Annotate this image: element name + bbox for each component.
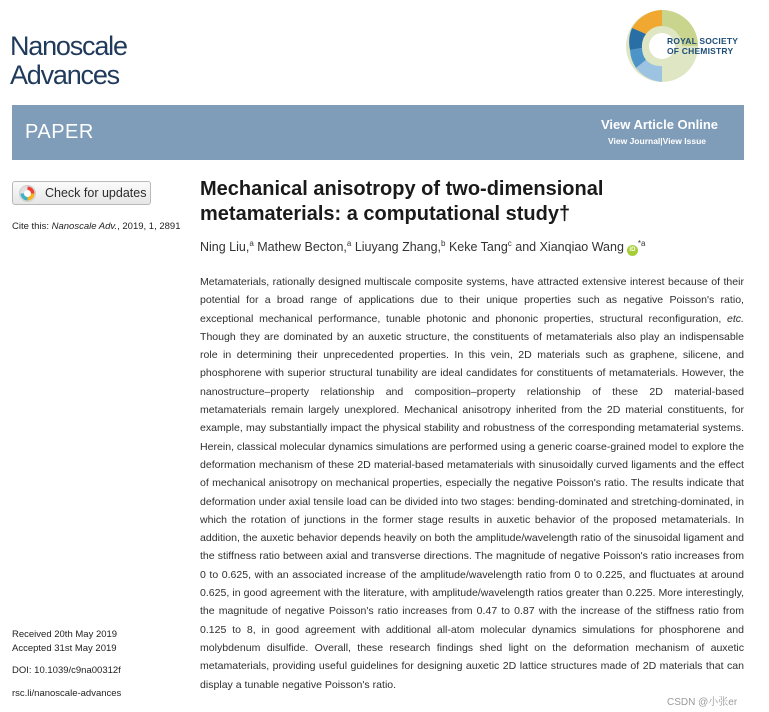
- journal-url[interactable]: rsc.li/nanoscale-advances: [12, 688, 122, 699]
- journal-name-line2: Advances: [10, 60, 119, 90]
- citation-journal: Nanoscale Adv.: [51, 221, 118, 232]
- check-for-updates-button[interactable]: [12, 181, 151, 205]
- citation: [12, 221, 180, 232]
- journal-name: [10, 32, 210, 90]
- author-affiliation: a: [249, 239, 254, 248]
- citation-details: , 2019, 1, 2891: [117, 221, 181, 232]
- journal-name-line1: Nanoscale: [10, 31, 127, 61]
- doi[interactable]: DOI: 10.1039/c9na00312f: [12, 665, 121, 676]
- author-name[interactable]: Keke Tang: [445, 240, 508, 254]
- article-type: PAPER: [25, 121, 94, 143]
- check-for-updates-label: Check for updates: [45, 186, 147, 200]
- accepted-date: Accepted 31st May 2019: [12, 643, 117, 654]
- rsc-text-line1: ROYAL SOCIETY: [667, 36, 739, 46]
- rsc-text-of: OF: [667, 46, 682, 56]
- rsc-text-line2: [667, 46, 738, 56]
- author-name[interactable]: Liuyang Zhang,: [351, 240, 442, 254]
- received-date: Received 20th May 2019: [12, 629, 118, 640]
- author-name[interactable]: Ning Liu,: [200, 240, 250, 254]
- rsc-text-chemistry: CHEMISTRY: [681, 46, 734, 56]
- author-affiliation: b: [441, 239, 446, 248]
- rsc-logo-text: [667, 36, 738, 56]
- citation-prefix: Cite this:: [12, 221, 52, 232]
- abstract: [200, 273, 744, 703]
- abstract-text-italic: etc.: [727, 312, 744, 325]
- author-affiliation: c: [507, 239, 512, 248]
- watermark: CSDN @小张er: [667, 697, 738, 708]
- abstract-text: Though they are dominated by an auxetic structure, the constituents of metamaterials also play an indispensable role in determining their unprecedented properties. In this vein, 2D materials such as graphene, silicene, and phosphorene with superior structural tunability are ideal candidates for constituents of metamaterials. However, the nanostructure–property relationship and composition–property relationship of these 2D material-based metamaterials remain largely unexplored. Mechanical anisotropy inherited from the 2D material constituents, for example, may substantially impact the physical stability and robustness of the corresponding metamaterial systems. Herein, classical molecular dynamics simulations are performed using a generic coarse-grained model to explore the deformation mechanism of these 2D material-based metamaterials with sinusoidally curved ligaments and the effect of mechanical anisotropy on mechanical properties, especially the negative Poisson's ratio. The results indicate that deformation under axial tensile load can be divided into two stages: bending-dominated and stretching-dominated, in which the rotation of junctions in the former stage results in auxetic behavior of the proposed metamaterials. In addition, the auxetic behavior depends heavily on both the amplitude/wavelength ratio of the sinusoidal ligament and the stiffness ratio between axial and transverse directions. The magnitude of negative Poisson's ratio increases from 0 to 0.625, with an associated increase of the amplitude/wavelength ratio from 0 to 0.225, and fluctuates at around 0.625, in good agreement with the literature, with amplitude/wavelength ratios greater than 0.225. More interestingly, the magnitude of negative Poisson's ratio increases from 0.47 to 0.87 with the increase of the stiffness ratio from 0.125 to 8, in good agreement with additional all-atom molecular dynamics simulations for phosphorene and molybdenum disulfide. Overall, these research findings shed light on the deformation mechanism of auxetic metamaterials, providing useful guidelines for designing auxetic 2D lattice structures made of 2D materials that can display a tunable negative Poisson's ratio.: [200, 330, 744, 691]
- abstract-text: Metamaterials, rationally designed multiscale composite systems, have attracted extensive interest because of their potential for a broad range of applications due to their unique properties such as negative Poisson's ratio, exceptional mechanical performance, tunable photonic and phononic properties, structural reconfiguration,: [200, 276, 744, 325]
- author-name[interactable]: Mathew Becton,: [253, 240, 347, 254]
- view-journal-link[interactable]: View Journal: [608, 136, 661, 146]
- article-title: Mechanical anisotropy of two-dimensional metamaterials: a computational study†: [200, 178, 604, 225]
- banner-sublinks: [608, 136, 706, 146]
- orcid-icon[interactable]: iD: [627, 245, 638, 256]
- author-affiliation: *a: [637, 239, 646, 248]
- author-list: [200, 239, 645, 256]
- author-name[interactable]: and Xianqiao Wang: [511, 240, 624, 254]
- view-article-online-link[interactable]: View Article Online: [600, 117, 718, 132]
- article-type-banner: [12, 105, 744, 160]
- author-affiliation: a: [346, 239, 352, 248]
- crossmark-icon: [19, 185, 36, 202]
- banner-separator: |: [660, 136, 663, 146]
- view-issue-link[interactable]: View Issue: [662, 136, 706, 146]
